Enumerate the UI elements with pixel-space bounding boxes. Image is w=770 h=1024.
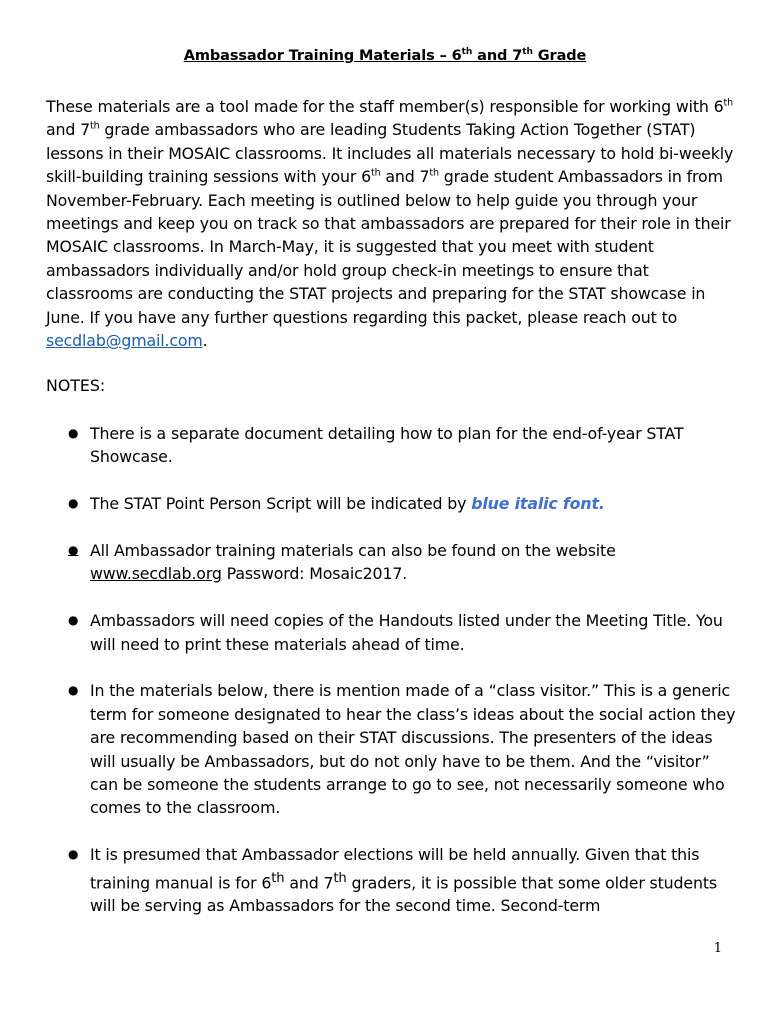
list-item: ● The STAT Point Person Script will be indicated by blue italic font.	[46, 492, 736, 515]
list-item: ● In the materials below, there is mention made of a “class visitor.” This is a generic term for someone designated to hear the class’s ideas about the social action they are recommending based on their STAT discussions. The presenters of the ideas will usually be Ambassadors, but do not only have to be them. And the “visitor” can be someone the students arrange to go to see, not necessarily someone who comes to the classroom.	[68, 681, 736, 818]
script-font-example: blue italic font.	[471, 494, 605, 514]
bullet-icon: ●	[68, 683, 79, 698]
email-link[interactable]: secdlab@gmail.com	[46, 331, 203, 351]
list-item: ● All Ambassador training materials can also be found on the website www.secdlab.org Password: Mosaic2017.	[68, 541, 616, 584]
list-item: ● Ambassadors will need copies of the Handouts listed under the Meeting Title. You will need to print these materials ahead of time.	[68, 611, 723, 654]
notes-heading: NOTES:	[46, 376, 106, 395]
bullet-icon: ●	[68, 847, 79, 862]
bullet-icon: ●	[68, 496, 79, 511]
intro-paragraph: These materials are a tool made for the staff member(s) responsible for working with 6th and 7th grade ambassadors who are leading Students Taking Action Together (STAT) lessons in their MOSAIC classrooms. It includes all materials necessary to hold bi-weekly skill-building training sessions with your 6th and 7th grade student Ambassadors in from November-February. Each meeting is outlined below to help guide you through your meetings and keep you on track so that ambassadors are prepared for their role in their MOSAIC classrooms. In March-May, it is suggested that you meet with student ambassadors individually and/or hold group check-in meetings to ensure that classrooms are conducting the STAT projects and preparing for the STAT showcase in June. If you have any further questions regarding this packet, please reach out to secdlab@gmail.com.	[46, 97, 734, 351]
list-item: ● There is a separate document detailing how to plan for the end-of-year STAT Showcase.	[68, 424, 684, 467]
bullet-icon: ●	[68, 543, 79, 557]
notes-list	[46, 422, 736, 941]
page-number: 1	[713, 941, 722, 956]
bullet-icon: ●	[68, 613, 79, 628]
website-link[interactable]: www.secdlab.org	[90, 564, 222, 584]
bullet-icon: ●	[68, 426, 79, 440]
list-item: ● It is presumed that Ambassador elections will be held annually. Given that this training manual is for 6th and 7th graders, it is possible that some older students will be serving as Ambassadors for the second time. Second-term	[68, 845, 717, 916]
document-title: Ambassador Training Materials – 6th and 7th Grade	[183, 47, 587, 64]
